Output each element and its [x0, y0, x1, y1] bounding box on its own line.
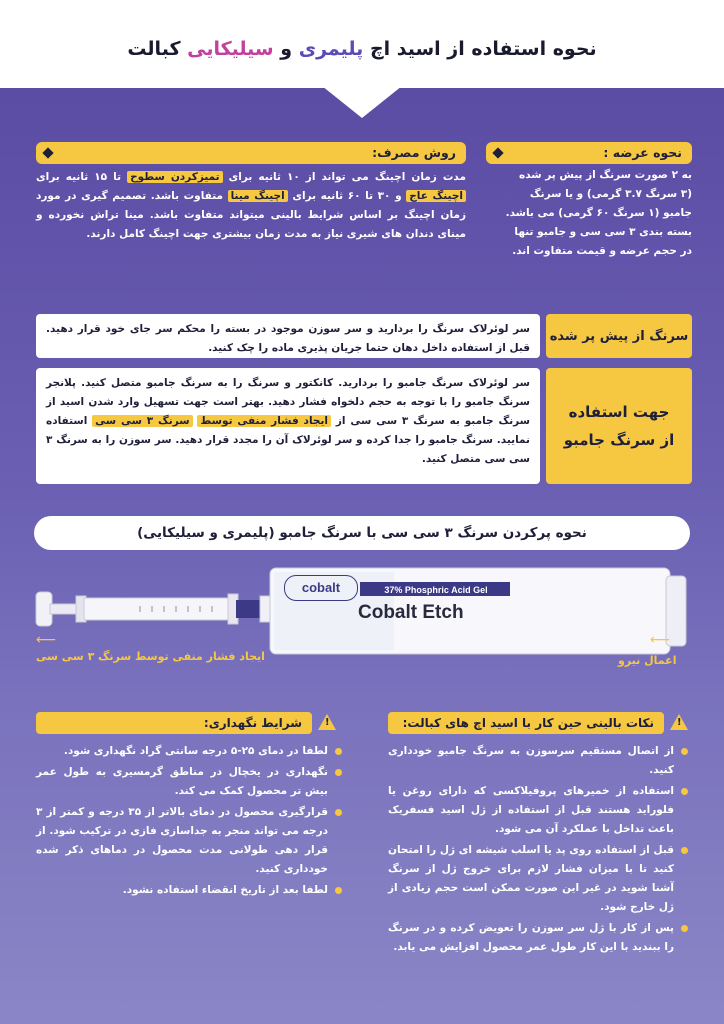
- warning-icon: !: [318, 714, 336, 730]
- list-item: از اتصال مستقیم سرسوزن به سرنگ جامبو خودداری کنید.: [388, 742, 688, 780]
- left-arrow-icon: ⟵: [36, 632, 57, 648]
- highlight-3cc: سرنگ ۳ سی سی: [92, 415, 192, 427]
- jumbo-text-box: سر لوئرلاک سرنگ جامبو را بردارید. کانکتور و سرنگ را به سرنگ جامبو متصل کنید. پلانجر سرنگ جامبو را با توجه به حجم دلخواه فشار دهید. بهتر است جهت تسهیل وارد شدن اسید از سرنگ جامبو به سرنگ ۳ سی سی از ایجاد فشار منفی توسط سرنگ ۳ سی سی استفاده نمایید. سرنگ جامبو را جدا کرده و سر لوئرلاک آن را مجدد قرار دهید. سر سوزن را به سرنگ ۳ سی سی متصل کنید.: [36, 368, 540, 484]
- presentation-line: جامبو (۱ سرنگ ۶۰ گرمی) می باشد.: [505, 207, 692, 219]
- negative-pressure-caption: ایجاد فشار منفی توسط سرنگ ۳ سی سی: [36, 650, 265, 663]
- presentation-line: (۳ سرنگ ۳.۷ گرمی) و یا سرنگ: [529, 188, 692, 200]
- title-text-polymer: پلیمری: [298, 38, 364, 60]
- list-item: استفاده از خمیرهای پروفیلاکسی که دارای روغن یا فلوراید هستند قبل از استفاده از ژل اسید فسفریک باعث تداخل با عملکرد آن می شود.: [388, 782, 688, 839]
- product-name: Cobalt Etch: [358, 602, 464, 623]
- brand-logo: cobalt: [284, 575, 358, 601]
- presentation-heading: نحوه عرضه :: [486, 142, 692, 164]
- header-notch: [322, 86, 402, 118]
- presentation-line: به ۲ صورت سرنگ از پیش پر شده: [519, 169, 692, 181]
- prefilled-label: سرنگ از پیش پر شده: [546, 314, 692, 358]
- usage-heading: روش مصرف:: [36, 142, 466, 164]
- storage-list: [36, 742, 342, 902]
- list-item: لطفا بعد از تاریخ انقضاء استفاده نشود.: [36, 881, 342, 900]
- list-item: قبل از استفاده روی پد یا اسلب شیشه ای ژل را امتحان کنید تا با میزان فشار لازم برای خروج ژل از سرنگ آشنا شوید در غیر این صورت ممکن است حجم زیادی از ژل خارج شود.: [388, 841, 688, 917]
- presentation-line: در حجم عرضه و قیمت متفاوت اند.: [512, 245, 692, 257]
- highlight-enamel: اچینگ مینا: [228, 190, 288, 202]
- list-item: نگهداری در یخچال در مناطق گرمسیری به طول عمر بیش تر محصول کمک می کند.: [36, 763, 342, 801]
- small-syringe: [36, 592, 272, 626]
- clinical-heading: نکات بالینی حین کار با اسید اچ های کبالت:: [388, 712, 664, 734]
- page-title: [0, 38, 724, 60]
- list-item: قرارگیری محصول در دمای بالاتر از ۳۵ درجه و کمتر از ۳ درجه می تواند منجر به جداسازی فازی در ترکیب شود. از قرار دهی طولانی مدت محصول در دماهای ذکر شده خودداری کنید.: [36, 803, 342, 879]
- highlight-negative-pressure: ایجاد فشار منفی توسط: [197, 415, 331, 427]
- gel-label: 37% Phosphric Acid Gel: [384, 585, 488, 595]
- jumbo-label: جهت استفاده از سرنگ جامبو: [546, 368, 692, 484]
- title-text-1: نحوه استفاده از اسید اچ: [369, 38, 597, 60]
- title-text-and: و: [280, 38, 293, 60]
- right-arrow-icon: ⟵: [650, 632, 671, 648]
- presentation-text: [486, 166, 692, 261]
- highlight-dentin: اچینگ عاج: [406, 190, 466, 202]
- prefilled-text-box: سر لوئرلاک سرنگ را بردارید و سر سوزن موجود در بسته را محکم سر جای خود قرار دهید. قبل از استفاده داخل دهان حتما جریان پذیری ماده را چک کنید.: [36, 314, 540, 358]
- force-caption: اعمال نیرو: [618, 654, 677, 667]
- presentation-line: بسته بندی ۳ سی سی و جامبو تنها: [514, 226, 692, 238]
- warning-icon: !: [670, 714, 688, 730]
- title-text-cobalt: کبالت: [127, 38, 181, 60]
- highlight-clean: تمیزکردن سطوح: [127, 171, 223, 183]
- usage-text: مدت زمان اچینگ می تواند از ۱۰ ثانیه برای تمیزکردن سطوح تا ۱۵ ثانیه برای اچینگ عاج و ۳۰ تا ۶۰ ثانیه برای اچینگ مینا متفاوت باشد. تصمیم گیری در مورد زمان اچینگ بر اساس شرایط بالینی میتواند متفاوت باشد. مینا تراش نخورده و مینای دندان های شیری نیاز به مدت زمان بیشتری جهت اچینگ کامل دارند.: [36, 171, 466, 240]
- fill-instructions-title: نحوه پرکردن سرنگ ۳ سی سی با سرنگ جامبو (پلیمری و سیلیکایی): [34, 516, 690, 550]
- clinical-list: [388, 742, 688, 959]
- list-item: پس از کار با ژل سر سوزن را تعویض کرده و در سرنگ را ببندید با این کار طول عمر محصول افزایش می یابد.: [388, 919, 688, 957]
- storage-heading: شرایط نگهداری:: [36, 712, 312, 734]
- title-text-silica: سیلیکایی: [187, 38, 274, 60]
- list-item: لطفا در دمای ۲۵-۵ درجه سانتی گراد نگهداری شود.: [36, 742, 342, 761]
